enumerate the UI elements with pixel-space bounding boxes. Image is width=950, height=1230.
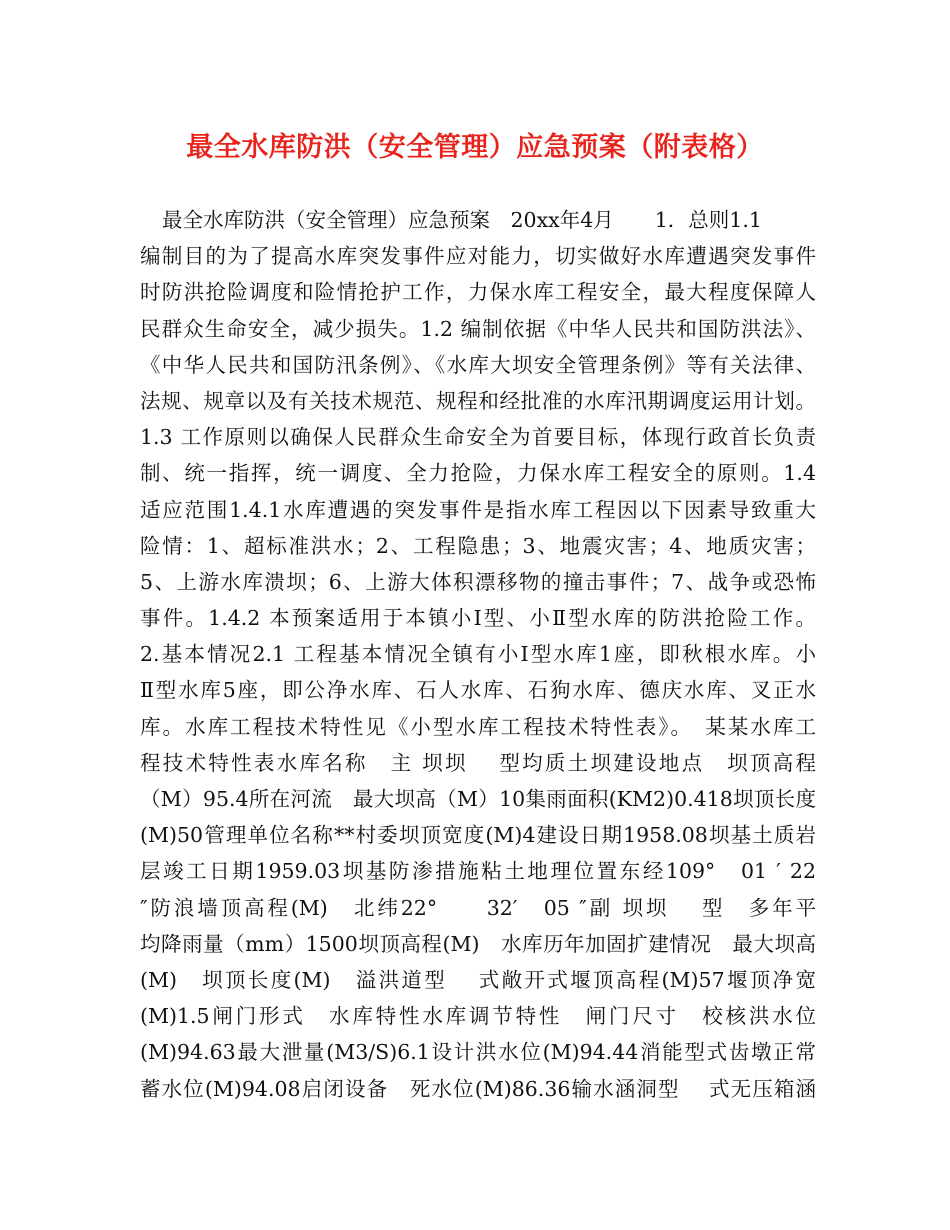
body-line: 民群众生命安全，减少损失。1.2 编制依据《中华人民共和国防洪法》、 <box>140 316 816 341</box>
body-line: 库。水库工程技术特性见《小型水库工程技术特性表》。 某某水库工 <box>140 714 816 739</box>
body-line: 5、上游水库溃坝；6、上游大体积漂移物的撞击事件；7、战争或恐怖 <box>140 569 816 594</box>
body-line: 险情：1、超标准洪水；2、工程隐患；3、地震灾害；4、地质灾害； <box>140 533 816 558</box>
body-line: 法规、规章以及有关技术规范、规程和经批准的水库汛期调度运用计划。 <box>140 388 816 413</box>
body-line: ″防浪墙顶高程(M) 北纬22° 32′ 05 ″副 坝坝 型 多年平 <box>140 895 816 920</box>
body-line: 均降雨量（mm）1500坝顶高程(M) 水库历年加固扩建情况 最大坝高 <box>140 931 816 956</box>
body-line: (M)50管理单位名称**村委坝顶宽度(M)4建设日期1958.08坝基土质岩 <box>140 823 816 848</box>
body-line: (M) 坝顶长度(M) 溢洪道型 式敞开式堰顶高程(M)57堰顶净宽 <box>140 967 816 992</box>
document-title: 最全水库防洪（安全管理）应急预案（附表格） <box>186 132 764 163</box>
body-line: 《中华人民共和国防汛条例》、《水库大坝安全管理条例》等有关法律、 <box>140 352 816 377</box>
document-body <box>140 202 816 1107</box>
body-line: 事件。1.4.2 本预案适用于本镇小Ⅰ型、小Ⅱ型水库的防洪抢险工作。 <box>140 606 816 631</box>
body-line: 适应范围1.4.1水库遭遇的突发事件是指水库工程因以下因素导致重大 <box>140 497 816 522</box>
body-line: 层竣工日期1959.03坝基防渗措施粘土地理位置东经109° 01 ′ 22 <box>140 859 816 884</box>
body-line: 蓄水位(M)94.08启闭设备 死水位(M)86.36输水涵洞型 式无压箱涵 <box>140 1076 816 1101</box>
body-line: 编制目的为了提高水库突发事件应对能力，切实做好水库遭遇突发事件 <box>140 244 816 269</box>
body-line: (M)1.5闸门形式 水库特性水库调节特性 闸门尺寸 校核洪水位 <box>140 1004 816 1029</box>
body-line: (M)94.63最大泄量(M3/S)6.1设计洪水位(M)94.44消能型式齿墩正常 <box>140 1040 816 1065</box>
body-line: 程技术特性表水库名称 主 坝坝 型均质土坝建设地点 坝顶高程 <box>140 750 816 775</box>
body-line: 制、统一指挥，统一调度、全力抢险，力保水库工程安全的原则。1.4 <box>140 461 816 486</box>
body-line: 时防洪抢险调度和险情抢护工作，力保水库工程安全，最大程度保障人 <box>140 280 816 305</box>
body-line: 1.3 工作原则以确保人民群众生命安全为首要目标，体现行政首长负责 <box>140 425 816 450</box>
body-line: 2.基本情况2.1 工程基本情况全镇有小Ⅰ型水库1座，即秋根水库。小 <box>140 642 816 667</box>
body-line: 最全水库防洪（安全管理）应急预案 20xx年4月 1．总则1.1 <box>162 208 762 232</box>
body-line: （M）95.4所在河流 最大坝高（M）10集雨面积(KM2)0.418坝顶长度 <box>140 787 816 811</box>
body-line: Ⅱ型水库5座，即公净水库、石人水库、石狗水库、德庆水库、叉正水 <box>140 678 816 703</box>
